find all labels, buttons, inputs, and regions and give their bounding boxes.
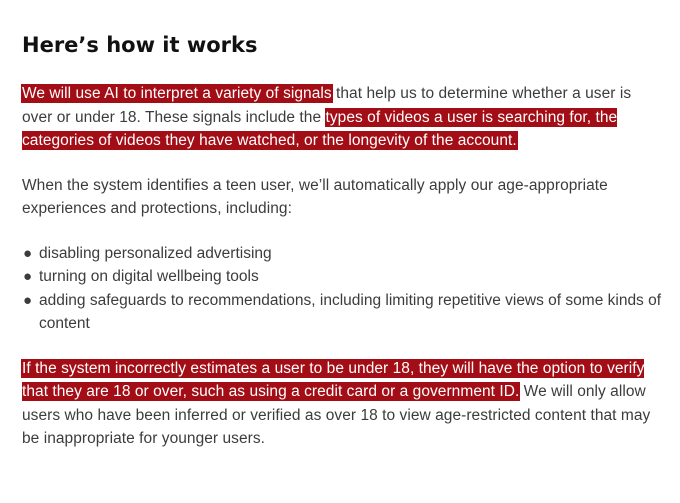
section-heading: Here’s how it works — [22, 33, 258, 57]
list-item-text: turning on digital wellbeing tools — [39, 268, 259, 285]
paragraph-verification — [22, 357, 662, 451]
article-section — [22, 30, 662, 451]
paragraph-text: We will only allow users who have been inferred or verified as over 18 to view age-restricted content that may be inappropriate for younger users. — [22, 383, 651, 447]
list-item — [22, 242, 662, 266]
highlighted-text-video-types: types of videos a user is searching for, the categories of videos they have watched, or the longevity of the account. — [22, 108, 618, 149]
list-item-text: adding safeguards to recommendations, including limiting repetitive views of some kinds of content — [39, 291, 662, 332]
list-item-text: disabling personalized advertising — [39, 244, 272, 262]
protections-list — [22, 242, 662, 336]
list-item — [22, 289, 662, 336]
paragraph-signals — [22, 82, 662, 153]
highlighted-text-signals: We will use AI to interpret a variety of signals — [22, 85, 332, 102]
bullet-icon: ● — [23, 291, 33, 309]
list-item — [22, 265, 662, 289]
highlighted-text-verification: If the system incorrectly estimates a user to be under 18, they will have the option to verify that they are 18 or over, such as using a credit card or a government ID. — [22, 359, 645, 400]
bullet-icon: ● — [23, 244, 33, 262]
paragraph-text: that help us to determine whether a user is over or under 18. These signals include the — [22, 85, 632, 126]
bullet-icon: ● — [23, 268, 33, 285]
paragraph-teen-user: When the system identifies a teen user, we’ll automatically apply our age-appropriate experiences and protections, including: — [22, 176, 608, 217]
